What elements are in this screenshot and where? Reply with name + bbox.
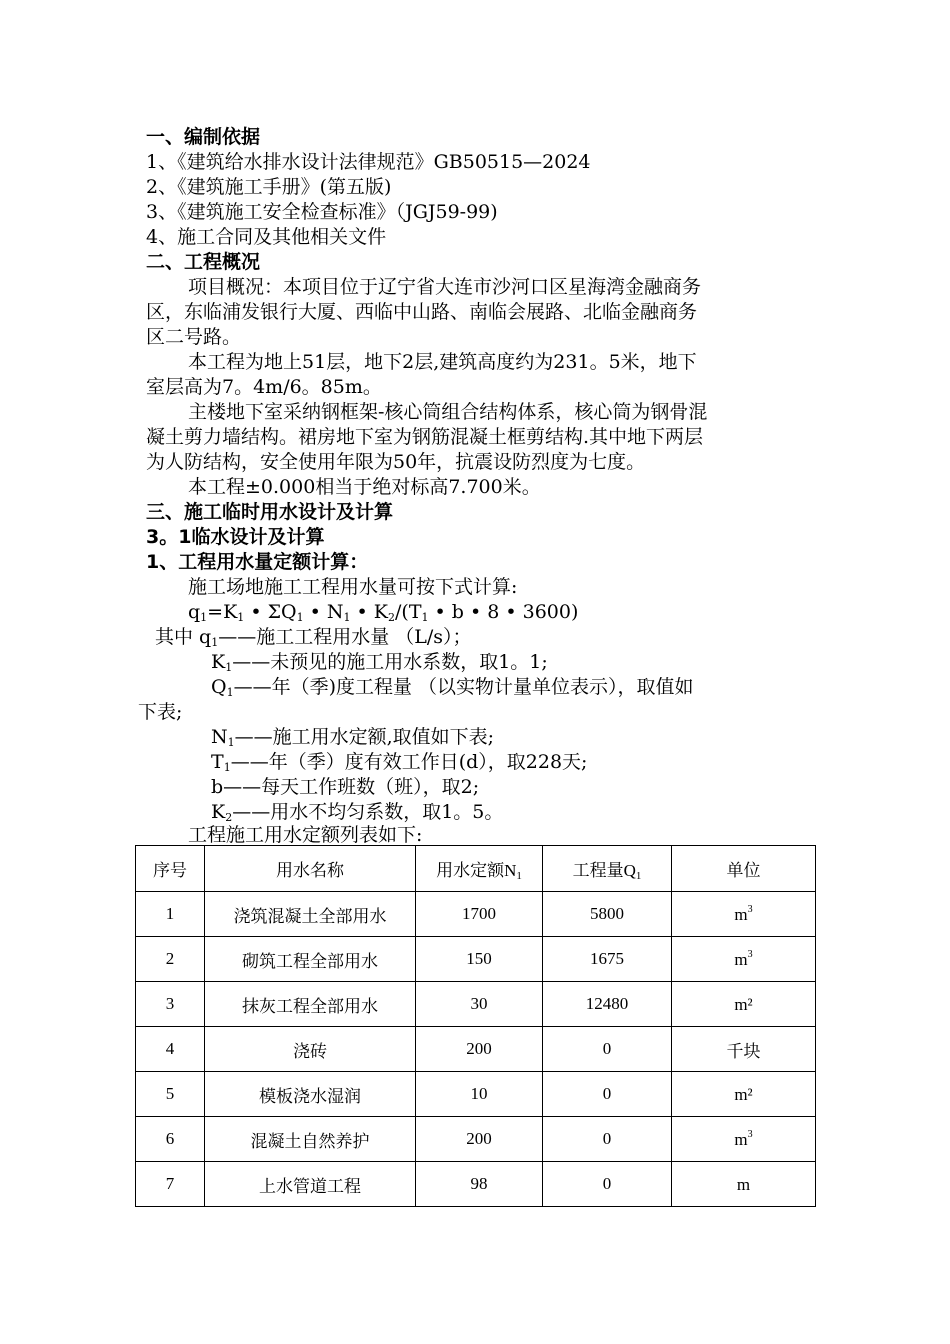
- definition-q1-cont: 下表;: [138, 701, 183, 723]
- table-row: [136, 1162, 816, 1207]
- cell-name: 上水管道工程: [205, 1162, 416, 1207]
- cell-unit: $m^3$: [672, 937, 816, 982]
- overview-text: 室层高为7。4m/6。85m。: [146, 376, 382, 398]
- cell-qty: 0: [543, 1072, 672, 1117]
- cell-qty: 5800: [543, 892, 672, 937]
- definition-b: b——每天工作班数（班），取2;: [211, 776, 480, 798]
- table-row: [136, 892, 816, 937]
- definition-q1-quantity: $Q_1——$年（季)度工程量 （以实物计量单位表示），取值如: [211, 676, 694, 699]
- basis-item: 2、《建筑施工手册》(第五版): [146, 176, 392, 198]
- definition-k2: $K_2——$用水不均匀系数，取1。5。: [211, 801, 504, 824]
- cell-quota: 200: [416, 1027, 543, 1072]
- overview-text: 项目概况：本项目位于辽宁省大连市沙河口区星海湾金融商务: [188, 276, 702, 298]
- cell-no: 4: [136, 1027, 205, 1072]
- calc-heading: 1、工程用水量定额计算：: [146, 551, 369, 573]
- header-name: 用水名称: [205, 846, 416, 892]
- overview-text: 区二号路。: [146, 326, 242, 348]
- cell-no: 7: [136, 1162, 205, 1207]
- water-quota-table: [135, 845, 816, 1207]
- cell-qty: 0: [543, 1027, 672, 1072]
- table-intro: 工程施工用水定额列表如下:: [188, 824, 423, 846]
- overview-text: 主楼地下室采纳钢框架-核心筒组合结构体系，核心筒为钢骨混: [188, 401, 708, 423]
- header-no: 序号: [136, 846, 205, 892]
- header-quota: 用水定额$N_1$: [416, 846, 543, 892]
- overview-text: 区，东临浦发银行大厦、西临中山路、南临会展路、北临金融商务: [146, 301, 698, 323]
- cell-qty: 1675: [543, 937, 672, 982]
- cell-name: 浇筑混凝土全部用水: [205, 892, 416, 937]
- cell-quota: 98: [416, 1162, 543, 1207]
- header-qty: 工程量$Q_1$: [543, 846, 672, 892]
- cell-no: 6: [136, 1117, 205, 1162]
- overview-heading: 二、工程概况: [146, 251, 261, 273]
- cell-name: 模板浇水湿润: [205, 1072, 416, 1117]
- overview-text: 为人防结构，安全使用年限为50年，抗震设防烈度为七度。: [146, 451, 646, 473]
- basis-item: 3、《建筑施工安全检查标准》（JGJ59-99): [146, 201, 498, 223]
- cell-no: 1: [136, 892, 205, 937]
- sub-heading: 3。1临水设计及计算: [146, 526, 325, 548]
- definition-n1: $N_1——$施工用水定额,取值如下表;: [211, 726, 495, 749]
- cell-unit: m²: [672, 1072, 816, 1117]
- cell-unit: m: [672, 1162, 816, 1207]
- cell-name: 混凝土自然养护: [205, 1117, 416, 1162]
- basis-item: 4、施工合同及其他相关文件: [146, 226, 387, 248]
- table-row: [136, 1117, 816, 1162]
- table-row: [136, 1027, 816, 1072]
- cell-quota: 150: [416, 937, 543, 982]
- cell-quota: 1700: [416, 892, 543, 937]
- cell-no: 3: [136, 982, 205, 1027]
- cell-unit: m²: [672, 982, 816, 1027]
- water-heading: 三、施工临时用水设计及计算: [146, 501, 394, 523]
- overview-text: 本工程±0.000相当于绝对标高7.700米。: [188, 476, 541, 498]
- cell-quota: 200: [416, 1117, 543, 1162]
- cell-qty: 12480: [543, 982, 672, 1027]
- basis-item: 1、《建筑给水排水设计法律规范》GB50515—2024: [146, 151, 591, 173]
- overview-text: 本工程为地上51层，地下2层,建筑高度约为231。5米，地下: [188, 351, 697, 373]
- cell-qty: 0: [543, 1117, 672, 1162]
- cell-unit: $m^3$: [672, 892, 816, 937]
- cell-name: 抹灰工程全部用水: [205, 982, 416, 1027]
- definition-k1: $K_1——$未预见的施工用水系数，取1。1;: [211, 651, 548, 674]
- formula-intro: 施工场地施工工程用水量可按下式计算:: [188, 576, 518, 598]
- definition-q1: 其中 $q_1——$施工工程用水量 （L/s）；: [155, 626, 472, 649]
- basis-heading: 一、编制依据: [146, 126, 261, 148]
- cell-no: 2: [136, 937, 205, 982]
- cell-unit: $m^3$: [672, 1117, 816, 1162]
- cell-unit: 千块: [672, 1027, 816, 1072]
- definition-t1: $T_1——$年（季）度有效工作日(d），取228天;: [211, 751, 588, 774]
- formula: $q_1=K_1$ • $\Sigma Q_1$ • $N_1$ • $K_2/(T_1$ • b • 8 • 3600): [188, 601, 579, 624]
- cell-qty: 0: [543, 1162, 672, 1207]
- table-row: [136, 1072, 816, 1117]
- table-row: [136, 937, 816, 982]
- table-row: [136, 982, 816, 1027]
- cell-name: 砌筑工程全部用水: [205, 937, 416, 982]
- cell-quota: 10: [416, 1072, 543, 1117]
- overview-text: 凝土剪力墙结构。裙房地下室为钢筋混凝土框剪结构.其中地下两层: [146, 426, 704, 448]
- cell-name: 浇砖: [205, 1027, 416, 1072]
- header-unit: 单位: [672, 846, 816, 892]
- cell-no: 5: [136, 1072, 205, 1117]
- table-header-row: [136, 846, 816, 892]
- cell-quota: 30: [416, 982, 543, 1027]
